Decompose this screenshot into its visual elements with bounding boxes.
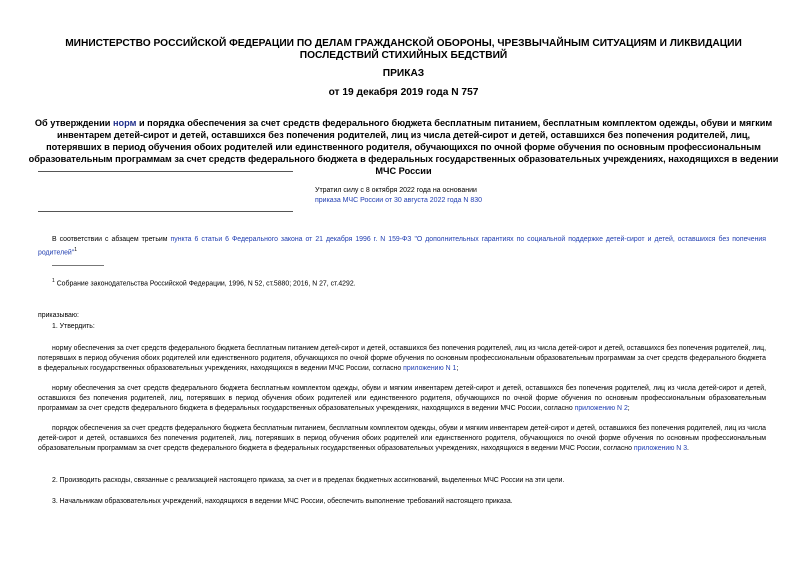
preamble-law-link[interactable]: пункта 6 статьи 6 Федерального закона от 21 декабря 1996 г. N 159-ФЗ "О дополнительных гарантиях по социальной поддержке детей-сирот и детей, оставшихся без попечения родителей" [38,236,766,257]
appendix-1-link[interactable]: приложению N 1 [403,365,457,373]
footnote [52,276,356,290]
norm-2-paragraph [38,384,766,415]
item-3: 3. Начальникам образовательных учреждений, находящихся в ведении МЧС России, обеспечить выполнение требований настоящего приказа. [52,498,513,505]
title-prefix: Об утверждении [34,118,113,128]
item-2: 2. Производить расходы, связанные с реализацией настоящего приказа, за счет и в пределах бюджетных ассигнований, выделенных МЧС России на эти цели. [52,477,565,484]
order-3-paragraph [38,424,766,455]
title-rest: и порядка обеспечения за счет средств федерального бюджета бесплатным питанием, бесплатным комплектом одежды, обуви и мягким инвентарем детей-сирот и детей, оставшихся без попечения родителей, лиц из числа детей-сирот и детей, оставшихся без попечения родителей, лиц, потерявших в период обучения обоих родителей или единственного родителя, обучающихся по очной форме обучения по основным профессиональным образовательным программам за счет средств федерального бюджета в федеральных государственных образовательных учреждениях, находящихся в ведении МЧС России [28,118,779,177]
footnote-text: Собрание законодательства Российской Федерации, 1996, N 52, ст.5880; 2016, N 27, ст.4292. [54,280,356,288]
preamble-prefix: В соответствии с абзацем третьим [52,236,171,243]
appendix-3-link[interactable]: приложению N 3 [633,445,688,453]
order-3-end: . [687,445,689,453]
item-1: 1. Утвердить: [52,323,95,330]
order-3-text: порядок обеспечения за счет средств федерального бюджета бесплатным питанием, бесплатным комплектом одежды, обуви и мягким инвентарем детей-сирот и детей, оставшихся без попечения родителей, лиц из числа детей-сирот и детей, оставшихся без попечения родителей, лиц, потерявших в период обучения обоих родителей или единственного родителя, обучающихся по очной форме обучения по основным профессиональным образовательным программам за счет средств федерального бюджета в федеральных государственных образовательных учреждениях, находящихся в ведении МЧС России, согласно [38,425,766,453]
footnote-number: 1 [52,278,55,284]
divider-bottom [38,211,293,212]
title-norms-link[interactable]: норм [112,118,137,128]
norm-1-end: ; [456,365,459,373]
appendix-2-link[interactable]: приложению N 2 [574,405,628,413]
document-type: ПРИКАЗ [382,68,425,79]
status-note-link[interactable]: приказа МЧС России от 30 августа 2022 года N 830 [315,197,483,204]
divider-top [38,171,293,172]
norm-2-text: норму обеспечения за счет средств федерального бюджета бесплатным комплектом одежды, обуви и мягким инвентарем детей-сирот и детей, оставшихся без попечения родителей, лиц из числа детей-сирот и детей, оставшихся без попечения родителей, лиц, потерявших в период обучения обоих родителей или единственного родителя, обучающихся по очной форме обучения по основным профессиональным образовательным программам за счет средств федерального бюджета в федеральных государственных образовательных учреждениях, находящихся в ведении МЧС России, согласно [38,385,766,413]
status-note-text: Утратил силу с 8 октября 2022 года на основании [315,187,477,194]
preamble [38,235,766,259]
orders-word: приказываю: [38,312,79,319]
norm-1-paragraph [38,344,766,375]
document-date-number: от 19 декабря 2019 года N 757 [328,87,479,98]
ministry-heading: МИНИСТЕРСТВО РОССИЙСКОЙ ФЕДЕРАЦИИ ПО ДЕЛАМ ГРАЖДАНСКОЙ ОБОРОНЫ, ЧРЕЗВЫЧАЙНЫМ СИТУАЦИЯМ И ЛИКВИДАЦИИ ПОСЛЕДСТВИЙ СТИХИЙНЫХ БЕДСТВИЙ [65,38,742,61]
footnote-divider [52,265,104,266]
norm-2-end: ; [627,405,630,413]
norm-1-text: норму обеспечения за счет средств федерального бюджета бесплатным питанием детей-сирот и детей, оставшихся без попечения родителей, лиц из числа детей-сирот и детей, оставшихся без попечения родителей, лиц, потерявших в период обучения обоих родителей или единственного родителя, обучающихся по очной форме обучения по основным профессиональным образовательным программам за счет средств федерального бюджета в федеральных государственных образовательных учреждениях, находящихся в ведении МЧС России, согласно [38,345,766,373]
preamble-footnote-ref: 1 [74,247,77,254]
document-title [28,117,779,177]
